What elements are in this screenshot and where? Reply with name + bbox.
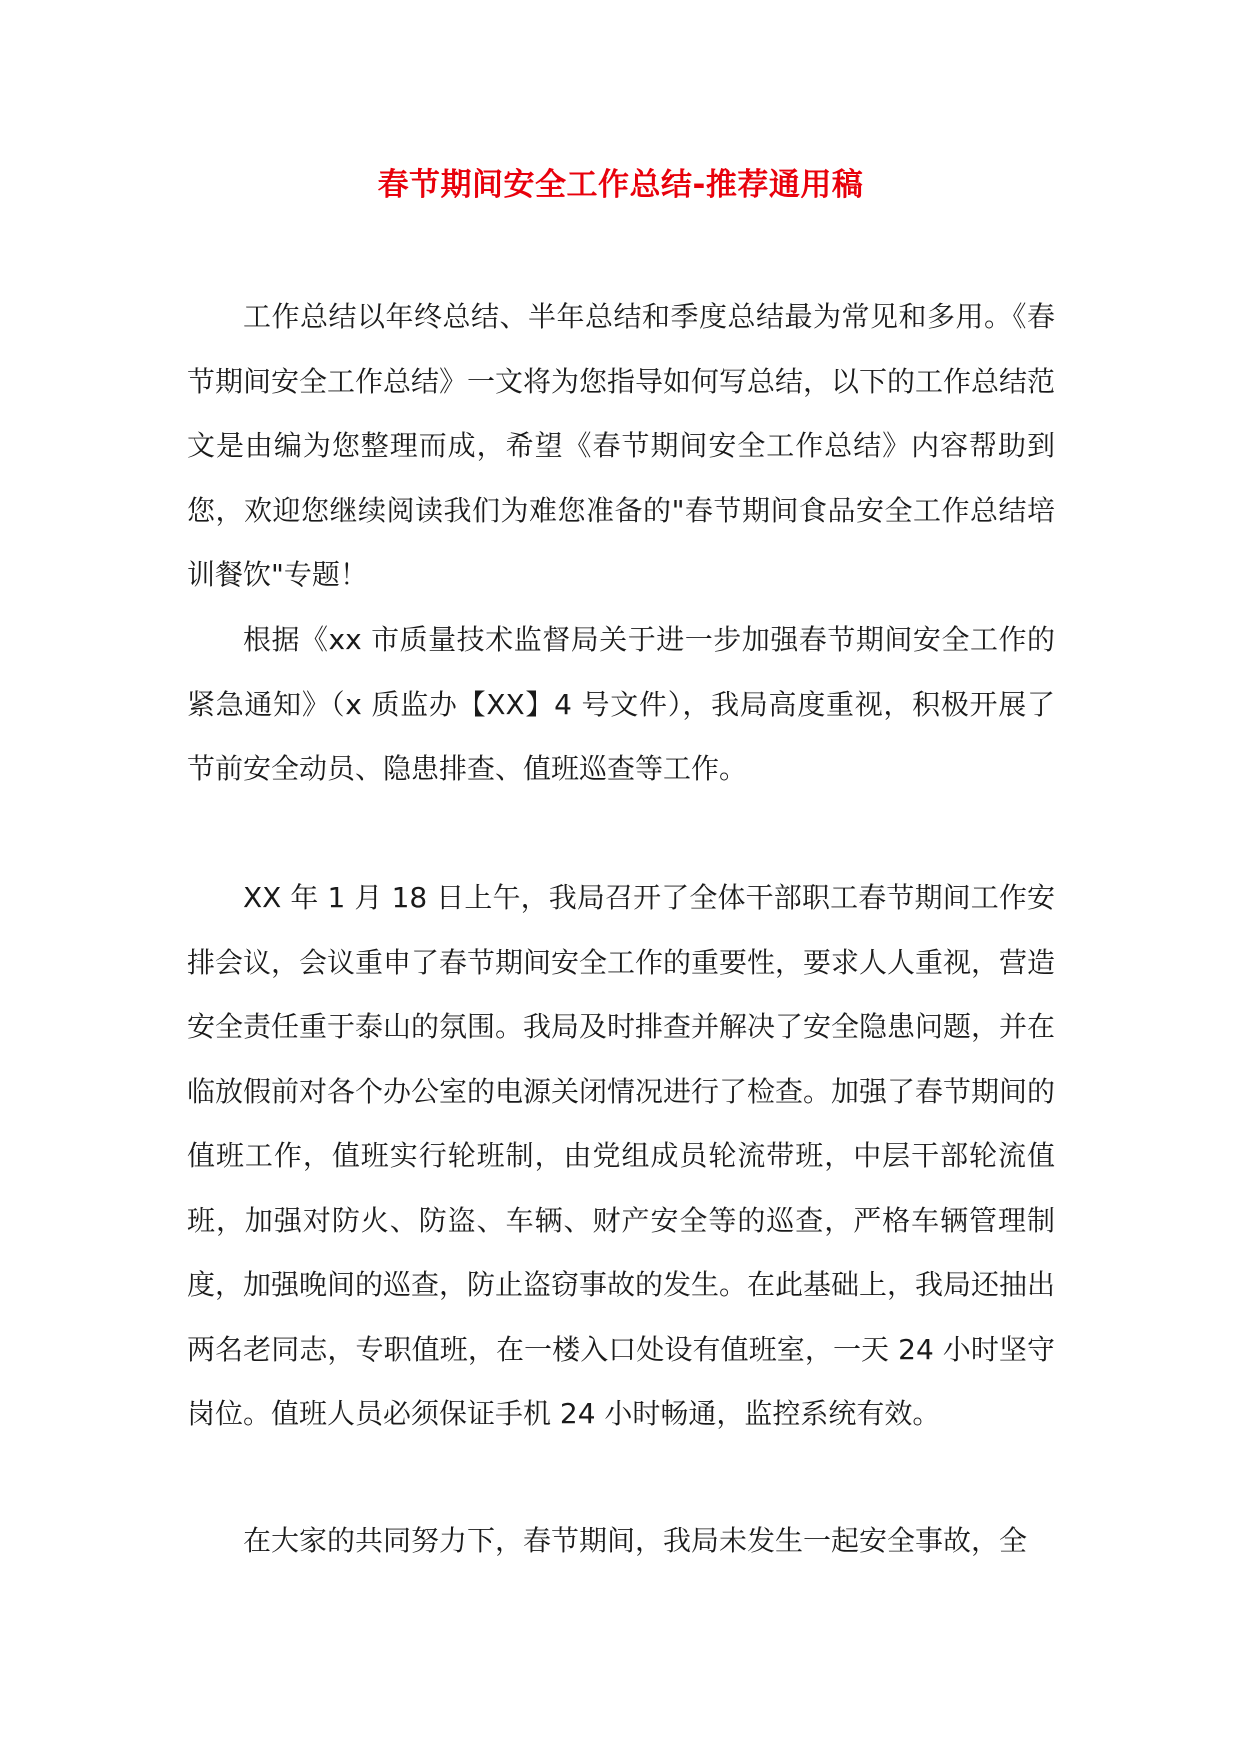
- paragraph-notice: [187, 608, 1055, 802]
- paragraph-intro: [187, 285, 1055, 608]
- document-title: 春节期间安全工作总结-推荐通用稿: [377, 167, 864, 203]
- paragraph-text: XX 年 1 月 18 日上午，我局召开了全体干部职工春节期间工作安排会议，会议重申了春节期间安全工作的重要性，要求人人重视，营造安全责任重于泰山的氛围。我局及时排查并解决了安全隐患问题，并在临放假前对各个办公室的电源关闭情况进行了检查。加强了春节期间的值班工作，值班实行轮班制，由党组成员轮流带班，中层干部轮流值班，加强对防火、防盗、车辆、财产安全等的巡查，严格车辆管理制度，加强晚间的巡查，防止盗窃事故的发生。在此基础上，我局还抽出两名老同志，专职值班，在一楼入口处设有值班室，一天 24 小时坚守岗位。值班人员必须保证手机 24 小时畅通，监控系统有效。: [187, 881, 1056, 1430]
- paragraph-text: 工作总结以年终总结、半年总结和季度总结最为常见和多用。《春节期间安全工作总结》一文将为您指导如何写总结，以下的工作总结范文是由编为您整理而成，希望《春节期间安全工作总结》内容帮助到您，欢迎您继续阅读我们为难您准备的"春节期间食品安全工作总结培训餐饮"专题！: [187, 300, 1056, 591]
- paragraph-result: [187, 1509, 1055, 1574]
- paragraph-text: 根据《xx 市质量技术监督局关于进一步加强春节期间安全工作的紧急通知》（x 质监办【XX】4 号文件），我局高度重视，积极开展了节前安全动员、隐患排查、值班巡查等工作。: [187, 623, 1055, 785]
- paragraph-text: 在大家的共同努力下，春节期间，我局未发生一起安全事故，全: [243, 1524, 1028, 1557]
- paragraph-meeting: [187, 866, 1055, 1447]
